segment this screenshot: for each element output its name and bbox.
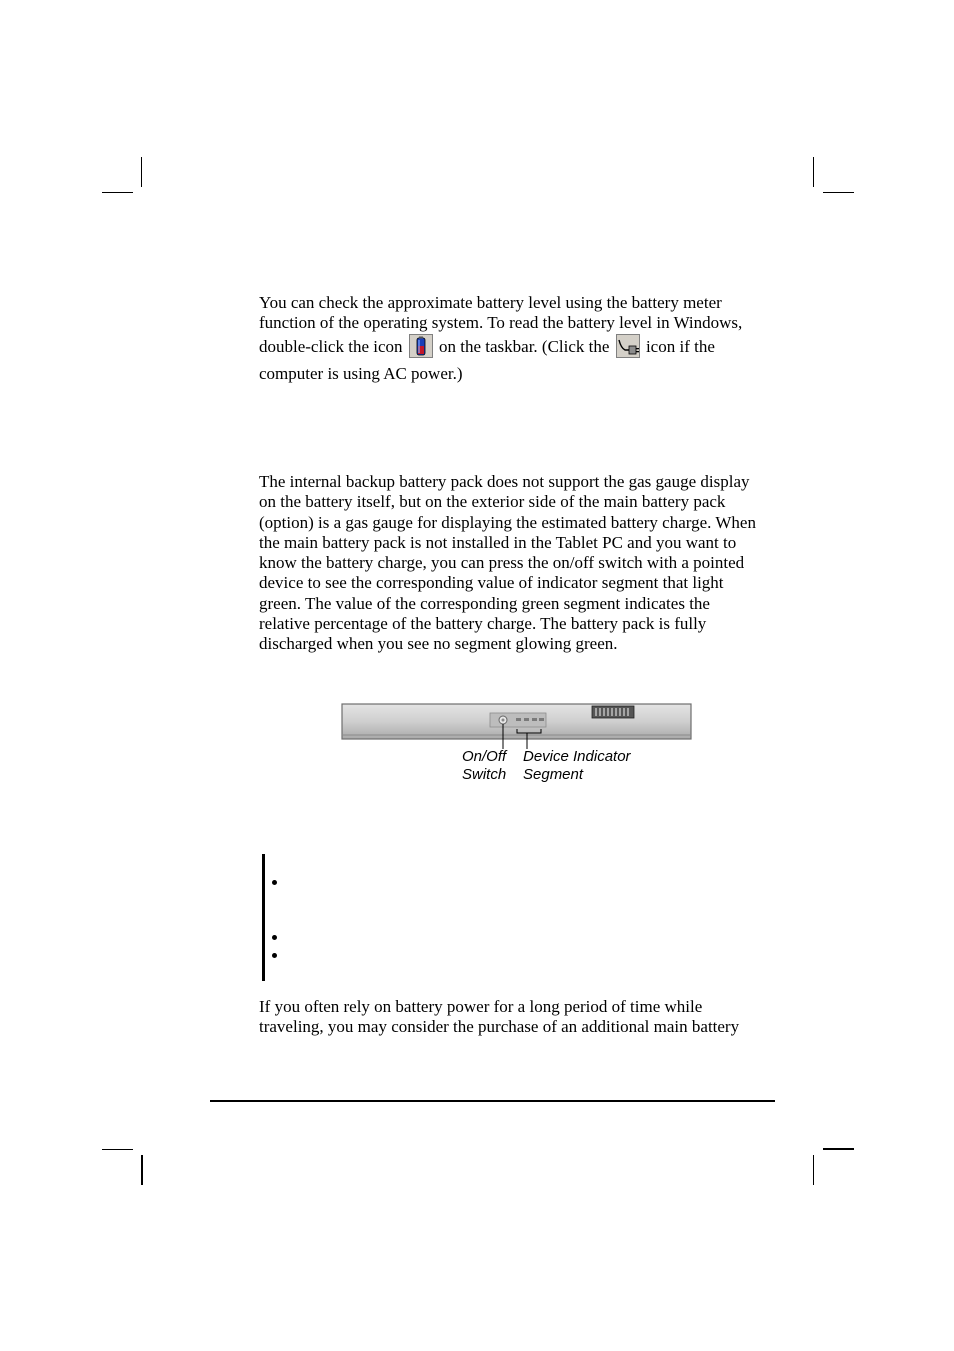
- gauge-line-6: device to see the corresponding value of indicator segment that light: [259, 573, 724, 593]
- note-bullet-2: [272, 935, 277, 940]
- crop-mark-bottom-left-v: [141, 1155, 143, 1185]
- crop-mark-top-right-h: [823, 192, 854, 193]
- gauge-line-9: discharged when you see no segment glowing green.: [259, 634, 618, 654]
- intro-line-3-end: icon if the: [645, 336, 715, 356]
- gauge-line-4: the main battery pack is not installed in the Tablet PC and you want to: [259, 532, 737, 552]
- on-off-switch-label: [462, 748, 506, 784]
- note-bullet-3: [272, 953, 277, 958]
- closing-line-2: traveling, you may consider the purchase of an additional main battery: [259, 1017, 740, 1037]
- crop-mark-top-right-v: [813, 157, 814, 187]
- gauge-line-5: know the battery charge, you can press the on/off switch with a pointed: [259, 553, 745, 573]
- closing-paragraph: [259, 997, 779, 1038]
- crop-mark-bottom-left-h: [102, 1149, 133, 1150]
- intro-line-3-middle: on the taskbar. (Click the: [439, 336, 610, 356]
- intro-line-2: function of the operating system. To read the battery level in Windows,: [259, 313, 743, 333]
- battery-pack-figure: [340, 702, 694, 750]
- gauge-line-1: The internal backup battery pack does not support the gas gauge display: [259, 472, 750, 491]
- device-indicator-label-line-2: Segment: [523, 766, 584, 783]
- note-sidebar-bar: [262, 854, 265, 981]
- on-off-switch-label-line-2: Switch: [462, 766, 507, 783]
- note-bullet-1: [272, 880, 277, 885]
- crop-mark-bottom-right-v: [813, 1155, 814, 1185]
- footer-rule: [210, 1100, 775, 1102]
- intro-line-3-start: double-click the icon: [259, 336, 403, 356]
- intro-line-4: computer is using AC power.): [259, 363, 463, 383]
- device-indicator-label-line-1: Device Indicator: [523, 748, 631, 765]
- crop-mark-top-left-v: [141, 157, 142, 187]
- gauge-line-7: green. The value of the corresponding green segment indicates the: [259, 593, 710, 613]
- closing-line-1: If you often rely on battery power for a long period of time while: [259, 997, 703, 1016]
- ac-power-plug-icon: [616, 334, 640, 358]
- gauge-line-3: (option) is a gas gauge for displaying the estimated battery charge. When: [259, 512, 756, 532]
- battery-meter-icon: [409, 334, 433, 358]
- device-indicator-label: [523, 748, 631, 784]
- on-off-switch-label-line-1: On/Off: [462, 748, 507, 765]
- gauge-paragraph: [259, 472, 779, 655]
- intro-paragraph: [259, 293, 779, 384]
- crop-mark-bottom-right-h: [823, 1148, 854, 1150]
- intro-line-3: [259, 336, 779, 360]
- intro-line-1: You can check the approximate battery level using the battery meter: [259, 293, 722, 312]
- gauge-line-2: on the battery itself, but on the exterior side of the main battery pack: [259, 492, 726, 512]
- crop-mark-top-left-h: [102, 192, 133, 193]
- gauge-line-8: relative percentage of the battery charge. The battery pack is fully: [259, 614, 707, 634]
